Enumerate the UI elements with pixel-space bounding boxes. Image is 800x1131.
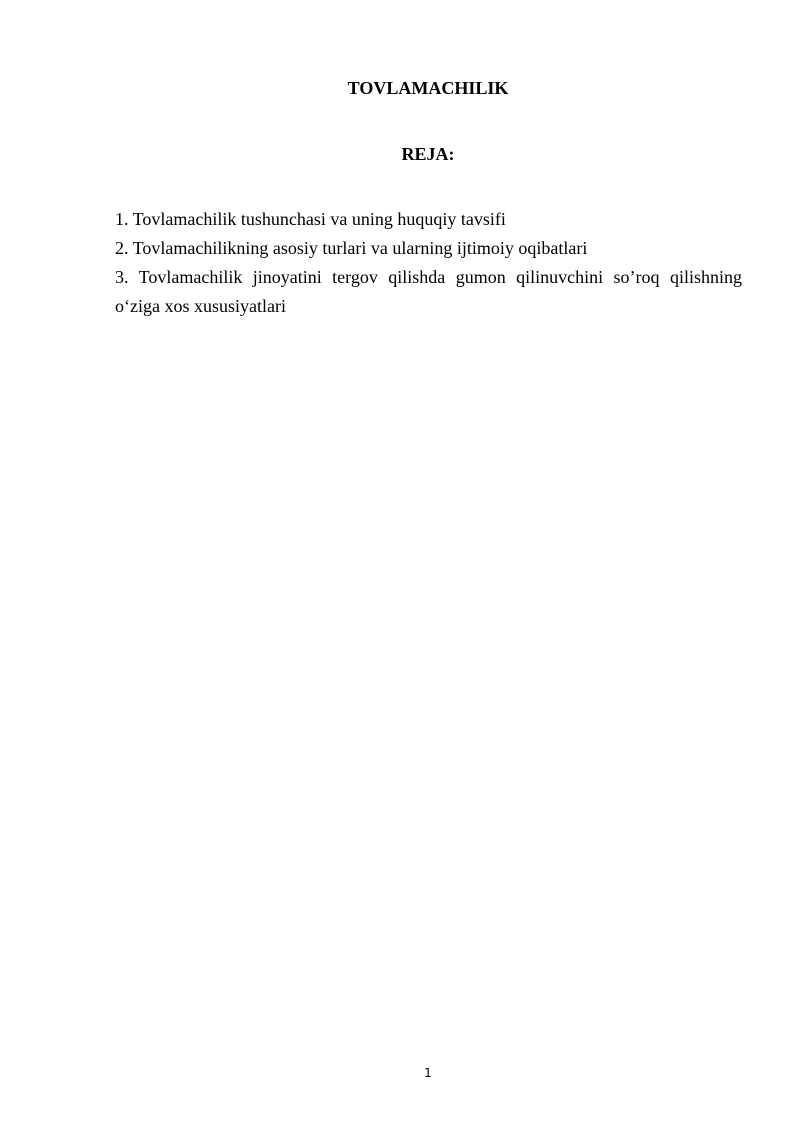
plan-item: 1. Tovlamachilik tushunchasi va uning huquqiy tavsifi xyxy=(115,209,506,229)
plan-item: 2. Tovlamachilikning asosiy turlari va ularning ijtimoiy oqibatlari xyxy=(115,238,588,258)
plan-heading: REJA: xyxy=(401,144,455,164)
plan-item: 3. Tovlamachilik jinoyatini tergov qilishda gumon qilinuvchini so’roq qilishning o‘ziga xos xususiyatlari xyxy=(115,267,742,316)
document-title: TOVLAMACHILIK xyxy=(347,78,509,98)
plan-list xyxy=(115,205,742,321)
page-number: 1 xyxy=(424,1066,432,1080)
